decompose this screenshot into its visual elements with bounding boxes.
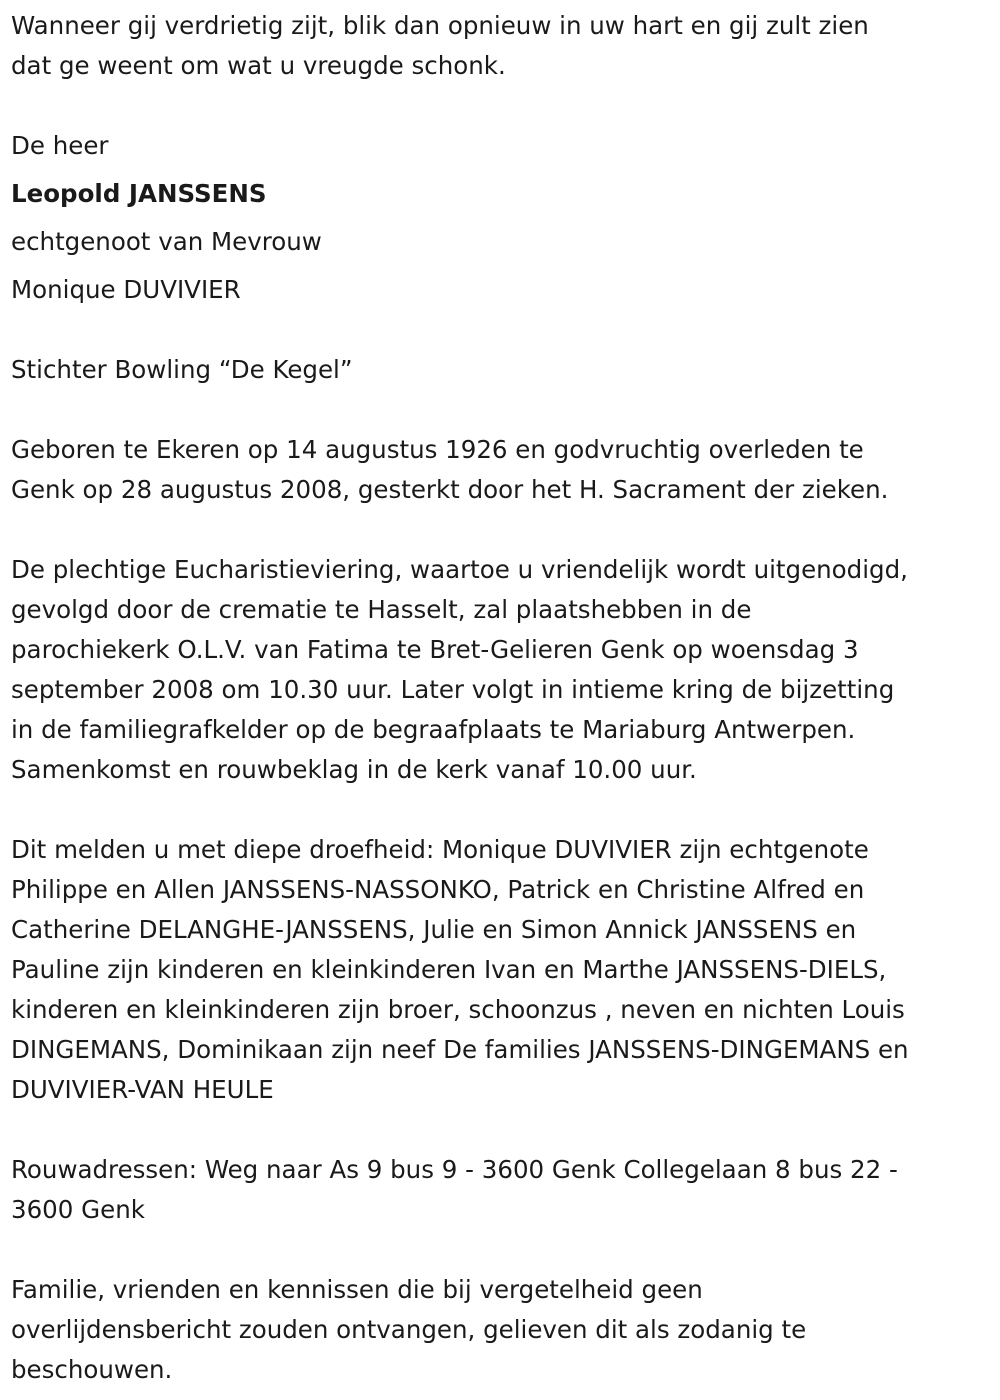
- spouse-name-text: Monique DUVIVIER: [11, 275, 241, 304]
- family-line: kinderen en kleinkinderen zijn broer, schoonzus , neven en nichten Louis: [11, 995, 905, 1024]
- family-line: Philippe en Allen JANSSENS-NASSONKO, Patrick en Christine Alfred en: [11, 875, 865, 904]
- founder-line-text: Stichter Bowling “De Kegel”: [11, 355, 353, 384]
- birth-death-line: Genk op 28 augustus 2008, gesterkt door het H. Sacrament der zieken.: [11, 475, 889, 504]
- family-line: DINGEMANS, Dominikaan zijn neef De families JANSSENS-DINGEMANS en: [11, 1035, 909, 1064]
- family-line: Dit melden u met diepe droefheid: Monique DUVIVIER zijn echtgenote: [11, 835, 869, 864]
- ceremony-line: Samenkomst en rouwbeklag in de kerk vanaf 10.00 uur.: [11, 755, 697, 784]
- family-line: DUVIVIER-VAN HEULE: [11, 1075, 274, 1104]
- closing-paragraph: [11, 1270, 993, 1390]
- deceased-name-text: Leopold JANSSENS: [11, 179, 267, 208]
- ceremony-line: parochiekerk O.L.V. van Fatima te Bret-Gelieren Genk op woensdag 3: [11, 635, 859, 664]
- deceased-name: [11, 174, 993, 214]
- ceremony-line: gevolgd door de crematie te Hasselt, zal plaatshebben in de: [11, 595, 752, 624]
- ceremony-line: De plechtige Eucharistieviering, waartoe u vriendelijk wordt uitgenodigd,: [11, 555, 908, 584]
- spouse-intro: [11, 222, 993, 262]
- motto-line: dat ge weent om wat u vreugde schonk.: [11, 51, 506, 80]
- spouse-intro-text: echtgenoot van Mevrouw: [11, 227, 322, 256]
- spouse-name: [11, 270, 993, 310]
- ceremony-line: september 2008 om 10.30 uur. Later volgt in intieme kring de bijzetting: [11, 675, 895, 704]
- ceremony-paragraph: [11, 550, 993, 790]
- address-paragraph: [11, 1150, 993, 1230]
- motto-paragraph: [11, 6, 993, 86]
- closing-line: beschouwen.: [11, 1355, 173, 1384]
- founder-line: [11, 350, 993, 390]
- address-line: 3600 Genk: [11, 1195, 145, 1224]
- motto-line: Wanneer gij verdrietig zijt, blik dan opnieuw in uw hart en gij zult zien: [11, 11, 869, 40]
- family-paragraph: [11, 830, 993, 1110]
- ceremony-line: in de familiegrafkelder op de begraafplaats te Mariaburg Antwerpen.: [11, 715, 856, 744]
- salutation-text: De heer: [11, 131, 109, 160]
- birth-death-line: Geboren te Ekeren op 14 augustus 1926 en godvruchtig overleden te: [11, 435, 864, 464]
- birth-death-paragraph: [11, 430, 993, 510]
- salutation: [11, 126, 993, 166]
- closing-line: Familie, vrienden en kennissen die bij vergetelheid geen: [11, 1275, 703, 1304]
- family-line: Pauline zijn kinderen en kleinkinderen Ivan en Marthe JANSSENS-DIELS,: [11, 955, 887, 984]
- closing-line: overlijdensbericht zouden ontvangen, gelieven dit als zodanig te: [11, 1315, 807, 1344]
- family-line: Catherine DELANGHE-JANSSENS, Julie en Simon Annick JANSSENS en: [11, 915, 857, 944]
- address-line: Rouwadressen: Weg naar As 9 bus 9 - 3600 Genk Collegelaan 8 bus 22 -: [11, 1155, 898, 1184]
